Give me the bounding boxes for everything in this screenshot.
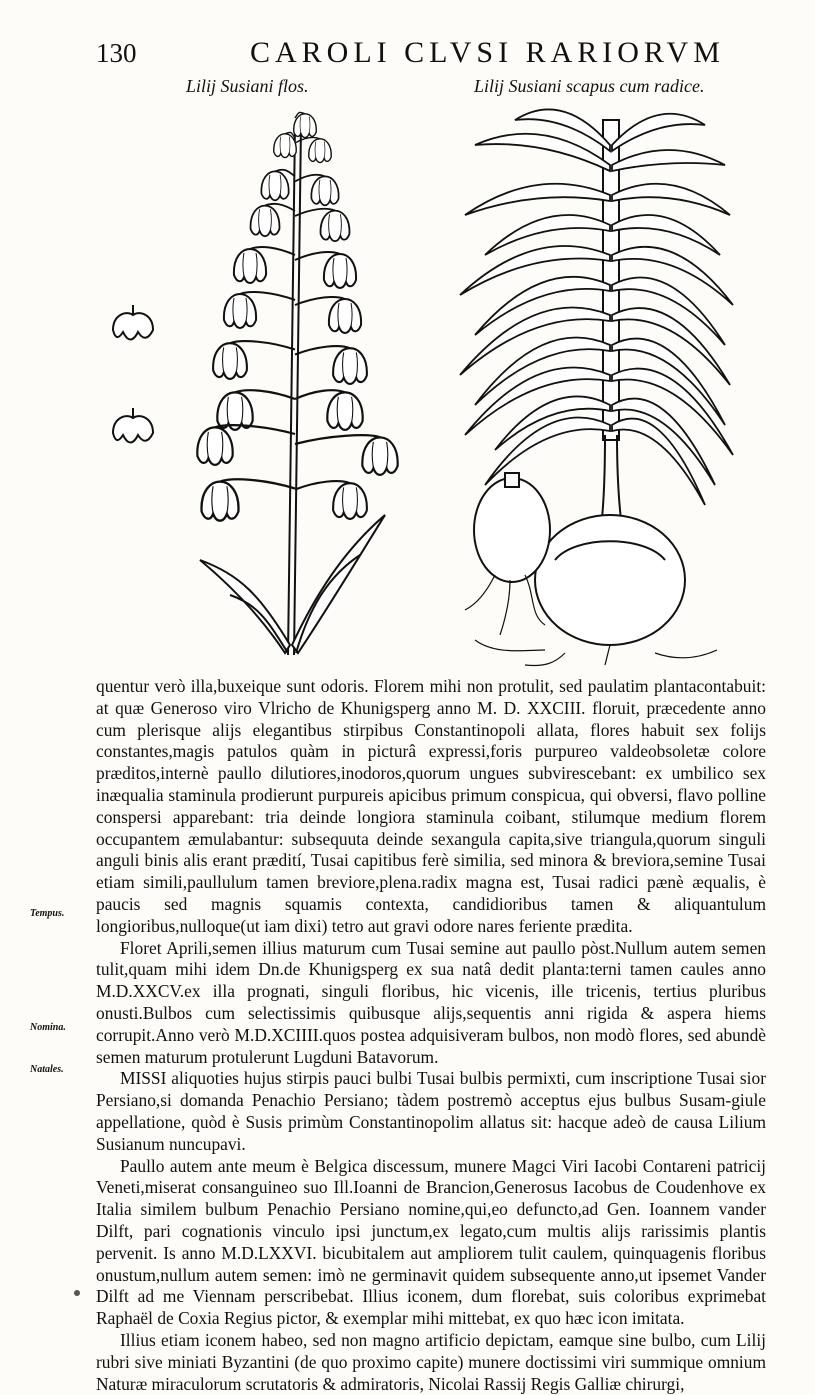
ink-speck xyxy=(74,1290,80,1296)
margin-note-tempus: Tempus. xyxy=(30,908,65,919)
caption-stalk-with-root: Lilij Susiani scapus cum radice. xyxy=(474,76,705,96)
bell-flower xyxy=(295,297,361,333)
bell-flower xyxy=(274,132,297,157)
caption-flower: Lilij Susiani flos. xyxy=(186,76,309,96)
main-bulb xyxy=(535,515,685,645)
bell-flower xyxy=(295,346,367,384)
page-number: 130 xyxy=(96,38,137,68)
flower-spike-woodcut xyxy=(100,105,400,665)
body-text xyxy=(96,676,766,1395)
detached-flower-bottom xyxy=(113,408,153,443)
leaf xyxy=(465,184,610,215)
bell-flower xyxy=(295,481,367,519)
leaf xyxy=(612,150,725,171)
bell-flower xyxy=(234,247,295,283)
paragraph: Illius etiam iconem habeo, sed non magno artificio depictam, eamque sine bulbo, cum Lilij rubri sive miniati Byzantini (de quo proximo capite) munere doctissimi viri summique omnium Naturæ miraculorum scrutatoris & admiratoris, Nicolai Rassij Regis Galliæ chirurgi, xyxy=(96,1329,766,1394)
detached-flower-top xyxy=(113,305,153,340)
small-bulb xyxy=(474,478,550,582)
bell-flower xyxy=(213,341,295,379)
running-title: CAROLI CLVSI RARIORVM xyxy=(250,36,725,69)
bell-flower xyxy=(295,209,349,241)
paragraph: Floret Aprili,semen illius maturum cum Tusai semine aut paullo pòst.Nullum autem semen tulit,quam mihi idem Dn.de Khunigsperg ex sua natâ dedit planta:terni tamen caules anno M.D.XXCV.ex illa prognati, singuli floribus, hic vicenis, ille tricenis, tertius pluribus onusti.Bulbos cum selectissimis quibusque alijs,sequentis anni rigida & aspera hiems corrupit.Anno verò M.D.XCIIII.quos postea adquisiveram bulbos, non modò flores, sed abundè semen maturum protulerunt Lugduni Batavorum. xyxy=(96,937,766,1067)
leaf xyxy=(612,419,705,505)
bell-flower xyxy=(295,435,398,475)
leaf xyxy=(475,134,610,171)
bell-flower xyxy=(261,170,295,201)
paragraph: MISSI aliquoties hujus stirpis pauci bulbi Tusai bulbis permixti, cum inscriptione Tusai sior Persiano,si domanda Penachio Persiano; tàdem postremò acceptus ejus bulbus Susam-giule appellatione, quòd è Susis primùm Constantinopolim allatus sit: hacque adeò de causa Lilium Susianum nuncupavi. xyxy=(96,1068,766,1154)
leaf xyxy=(485,418,610,486)
leaf xyxy=(612,114,705,151)
paragraph: quentur verò illa,buxeique sunt odoris. Florem mihi non protulit, sed paulatim plantacontabuit: at quæ Generoso viro Vlricho de Khunigsperg anno M. D. XXCIII. floruit, præcedente anno cum plerisque alijs elegantibus stirpibus Constantinopoli allata, flores habuit sex folijs constantes,magis patulos quàm in picturâ expressi,foris purpureo valdeobsoletæ colore præditos,internè paullo dilutiores,inodoros,quorum ungues subvirescebant: ex umbilico sex inæqualia staminula prodierunt purpureis apicibus primum conspicua, qui obversi, flavo polline conspersi apparebant: tria deinde longiora staminula coibant, stilumque medium florem occupantem æmulabantur: subsequuta deinde sexangula capita,sive triangula,quorum singuli anguli binis alis erant prædití, Tusai capitibus ferè similia, sed minora & breviora,semine Tusai etiam simili,paullulum tamen breviore,plena.radix magna est, Tusai radici pænè æqualis, è paucis sed magnis squamis contexta, candidioribus tamen & aliquantulum longioribus,nulloque(ut iam dixi) tetro aut gravi odore nares feriente prædita. xyxy=(96,676,766,936)
bell-flower xyxy=(197,425,295,465)
bell-flower xyxy=(202,479,295,520)
bell-flower xyxy=(217,390,295,430)
bell-flower xyxy=(295,252,356,288)
bell-flower xyxy=(224,292,295,328)
bell-flower xyxy=(295,390,363,430)
stalk-with-root-woodcut xyxy=(455,105,735,670)
margin-note-nomina: Nomina. xyxy=(30,1022,66,1033)
bell-flower xyxy=(251,204,295,236)
bell-flower xyxy=(295,175,339,206)
margin-note-natales: Natales. xyxy=(30,1064,64,1075)
paragraph: Paullo autem ante meum è Belgica discessum, munere Magci Viri Iacobi Contareni patricij Veneti,miserat consanguineo suo Ill.Ioanni de Brancion,Generosus Iacobus de Coudenhove ex Italia similem bulbum Penachio Persiano nomine,qui,eo defuncto,ad Gen. Ioannem vander Dilft, pari cognationis vinculo ipsi junctum,ex legato,cum multis alijs rarissimis plantis pervenit. Is anno M.D.LXXVI. bicubitalem aut ampliorem tulit caulem, quinquagenis floribus onustum,nullum autem semen: imò ne germinavit quidem subsequente anno,ut ipsemet Vander Dilft ad me Viennam perscribebat. Illius iconem, dum florebat, suis coloribus exprimebat Raphaël de Coxia Regius pictor, & exemplar mihi mittebat, ex quo hæc icon imitata. xyxy=(96,1155,766,1329)
leaf xyxy=(612,184,730,215)
bell-flower xyxy=(294,112,317,137)
